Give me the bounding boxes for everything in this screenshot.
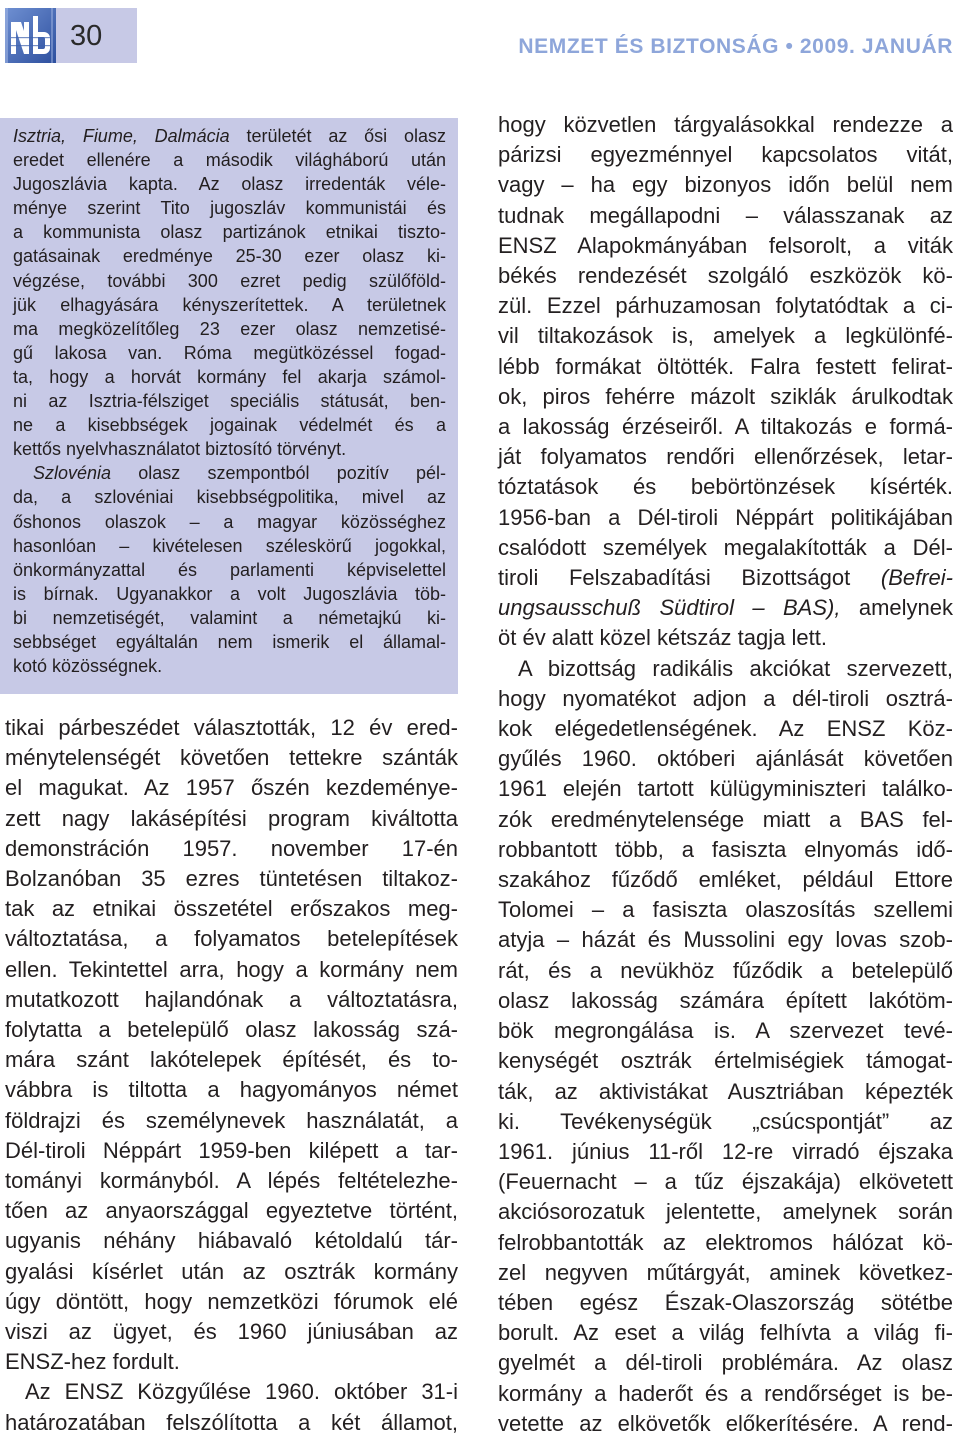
italic-text: Isztria, Fiume, Dalmácia [13, 126, 230, 146]
paragraph [498, 654, 953, 1439]
text-line: mára szánt lakótelepek építését, és to- [5, 1047, 458, 1073]
paragraph [498, 110, 953, 654]
text-line: eredet ellenére a második világháború után [13, 150, 446, 171]
text-line: vábbra is tiltotta a hagyományos német [5, 1077, 458, 1103]
text-line: ki. Tevékenységük „csúcspontját” az [498, 1108, 953, 1134]
text-line: folytatta a betelepülő olasz lakosság szá- [5, 1017, 458, 1043]
text-line: gű lakosa van. Róma megütközéssel fogad- [13, 342, 446, 363]
text-line: hogy nyomatékot adjon a dél-tiroli osztrá- [498, 685, 953, 711]
italic-text: Szlovénia [33, 463, 112, 484]
paragraph [5, 713, 458, 1377]
text-line: robbantott több, a fasiszta elnyomás idő- [498, 836, 953, 862]
text-line: a kommunista olasz partizánok etnikai tiszto- [13, 222, 446, 243]
box-text [13, 124, 446, 678]
text-line: zel negyven műtárgyát, aminek következ- [498, 1259, 953, 1285]
text-line: ját folyamatos rendőri ellenőrzések, letar- [498, 444, 953, 470]
text-line: jük elhagyására kényszerítettek. A területnek [13, 294, 446, 315]
text-line: Az ENSZ Közgyűlése 1960. október 31-i [25, 1379, 458, 1405]
text-line: 1961. június 11-ről 12-re virradó éjszaka [498, 1138, 953, 1164]
publication-title: NEMZET ÉS BIZTONSÁG • 2009. JANUÁR [518, 35, 953, 58]
italic-text: ungsausschuß Südtirol – BAS), [498, 595, 841, 621]
text-line: ellen. Tekintettel arra, hogy a kormány nem [5, 956, 458, 982]
text-line: ENSZ-hez fordult. [5, 1349, 180, 1375]
text-span: területét az ősi olasz [229, 126, 446, 146]
text-line: 1956-ban a Dél-tiroli Néppárt politikájában [498, 504, 953, 530]
text-line: a lakosság érzéseiről. A tiltakozás e formá- [498, 414, 953, 440]
text-line: vetette az elkövetők előkerítésére. A rend- [498, 1410, 953, 1436]
text-line: tományi kormányból. A lépés feltételezhe- [5, 1168, 458, 1194]
text-line: ma megközelítőleg 23 ezer olasz nemzetisé- [13, 318, 446, 339]
text-line [498, 563, 953, 593]
text-line: ne a kisebbségek jogainak védelmét és a [13, 415, 446, 436]
text-span: amelynek [840, 595, 953, 621]
text-line: akciósorozatuk jelentette, amelynek során [498, 1199, 953, 1225]
text-line: olasz lakosság számára épített lakótöm- [498, 987, 953, 1013]
paragraph [13, 124, 446, 461]
text-line: ta, hogy a horvát kormány fel akarja számol- [13, 366, 446, 387]
text-line: viszi az ügyet, és 1960 júniusában az [5, 1319, 458, 1345]
text-line: ménytelenségét követően tettekre szánták [5, 745, 458, 771]
text-line: vil tiltakozások is, amelyek a legkülönfé- [498, 323, 953, 349]
text-line: ugyanis néhány hiábavaló kétoldalú tár- [5, 1228, 458, 1254]
text-line: bök megrongálása is. A szervezet tevé- [498, 1018, 953, 1044]
text-line: zók eredménytelensége miatt a BAS fel- [498, 806, 953, 832]
text-line: ni az Isztria-félsziget speciális státusát, ben- [13, 391, 446, 412]
text-line: kormány a haderőt és a rendőrséget is be- [498, 1380, 953, 1406]
text-line: gatásainak eredménye 25-30 ezer olasz ki- [13, 246, 446, 267]
sidebar-box [0, 118, 458, 694]
text-line [498, 593, 953, 623]
text-span: olasz szempontból pozitív pél- [111, 463, 446, 484]
text-line: gyűlés 1960. októberi ajánlását követően [498, 746, 953, 772]
text-line: (Feuernacht – a tűz éjszakája) elkövetett [498, 1169, 953, 1195]
text-line: rát, és a nevükhöz fűződik a betelepülő [498, 957, 953, 983]
text-line: felrobbantották az elektromos hálózat kö- [498, 1229, 953, 1255]
paragraph [13, 461, 446, 678]
text-line: mutatkozott hajlandónak a változtatásra, [5, 986, 458, 1012]
text-line: is bírnak. Ugyanakkor a volt Jugoszlávia töb- [13, 583, 446, 604]
text-line: atyja – házát és Mussolini egy lovas szob- [498, 927, 953, 953]
page-number-cell [56, 8, 137, 63]
paragraph [5, 1377, 458, 1437]
text-span: tiroli Felszabadítási Bizottságot [498, 565, 881, 591]
text-line: gyalási kísérlet után az osztrák kormány [5, 1258, 458, 1284]
text-line: végzése, további 300 ezret pedig szülőföld- [13, 270, 446, 291]
text-line: kettős nyelvhasználatot biztosító törvényt. [13, 439, 347, 460]
text-line: 1961 elején tartott külügyminiszteri találko- [498, 776, 953, 802]
left-column [5, 713, 458, 1438]
text-line: A bizottság radikális akciókat szervezett, [518, 655, 953, 681]
text-line: Tolomei – a fasiszta olaszosítás szellemi [498, 897, 953, 923]
text-line: demonstráción 1957. november 17-én [5, 835, 458, 861]
magazine-logo [5, 8, 56, 63]
text-line: csalódott személyek megalakították a Dél- [498, 534, 953, 560]
text-line: borult. Az eset a világ felhívta a világ fi- [498, 1320, 953, 1346]
text-line: ták, az aktivistákat Ausztriában képezték [498, 1078, 953, 1104]
text-line: békés rendezését szolgáló eszközök kö- [498, 263, 953, 289]
text-line: változtatása, a folyamatos betelepítések [5, 926, 458, 952]
text-line: úgy döntött, hogy nemzetközi fórumok elé [5, 1288, 458, 1314]
text-line: ENSZ Alapokmányában felsorolt, a viták [498, 232, 953, 258]
text-line: da, a szlovéniai kisebbségpolitika, mivel az [13, 487, 446, 508]
text-line: tően az anyaországgal egyeztetve történt, [5, 1198, 458, 1224]
text-line: földrajzi és személynevek használatát, a [5, 1107, 458, 1133]
text-line [13, 461, 446, 485]
text-line: őshonos olaszok – a magyar közösséghez [13, 511, 446, 532]
text-line: gyelmét a dél-tiroli problémára. Az olasz [498, 1350, 953, 1376]
text-line: bi nemzetiségét, valamint a németajkú ki- [13, 607, 446, 628]
text-line: kok elégedetlenségének. Az ENSZ Köz- [498, 716, 953, 742]
right-column [498, 110, 953, 1439]
text-line: kotó közösségnek. [13, 656, 163, 677]
text-line: vagy – ha egy bizonyos időn belül nem [498, 172, 953, 198]
page-number: 30 [70, 20, 103, 52]
text-line: önkormányzattal és parlamenti képviselettel [13, 559, 446, 580]
text-line: határozatában felszólította a két államot, [5, 1409, 458, 1435]
text-line: tében egész Észak-Olaszország sötétbe [498, 1289, 953, 1315]
text-line: kenységét osztrák értelmiségiek támogat- [498, 1048, 953, 1074]
text-line: ménye szerint Tito jugoszláv kommunistái és [13, 198, 446, 219]
text-line: zül. Ezzel párhuzamosan folytatódtak a ci- [498, 293, 953, 319]
text-line: el magukat. Az 1957 őszén kezdeménye- [5, 775, 458, 801]
text-line: öt év alatt közel kétszáz tagja lett. [498, 625, 827, 651]
text-line [13, 124, 446, 148]
text-line: Bolzanóban 35 ezres tüntetésen tiltakoz- [5, 866, 458, 892]
text-line: tikai párbeszédet választották, 12 év ered- [5, 715, 458, 740]
text-line: ok, piros fehérre mázolt sziklák árulkodtak [498, 383, 953, 409]
text-line: hasonlóan – kivételesen széleskörű jogokkal, [13, 535, 446, 556]
text-line: Dél-tiroli Néppárt 1959-ben kilépett a tar- [5, 1137, 458, 1163]
text-line: zett nagy lakásépítési program kiváltotta [5, 805, 458, 831]
text-line: szakához fűződő emléket, például Ettore [498, 867, 953, 893]
text-line: sebbséget egyáltalán nem ismerik el államal- [13, 631, 446, 652]
text-line: párizsi egyezménnyel kapcsolatos vitát, [498, 142, 953, 168]
text-line: lébb formákat öltötték. Falra festett felirat- [498, 353, 953, 379]
text-line: tóztatások és bebörtönzések kísérték. [498, 474, 953, 500]
text-line: hogy közvetlen tárgyalásokkal rendezze a [498, 112, 953, 137]
text-line: tudnak megállapodni – válasszanak az [498, 202, 953, 228]
text-line: Jugoszlávia kapta. Az olasz irredenták véle- [13, 174, 446, 195]
text-line: tak az etnikai összetétel erőszakos meg- [5, 896, 458, 922]
italic-text: (Befrei- [880, 565, 953, 591]
